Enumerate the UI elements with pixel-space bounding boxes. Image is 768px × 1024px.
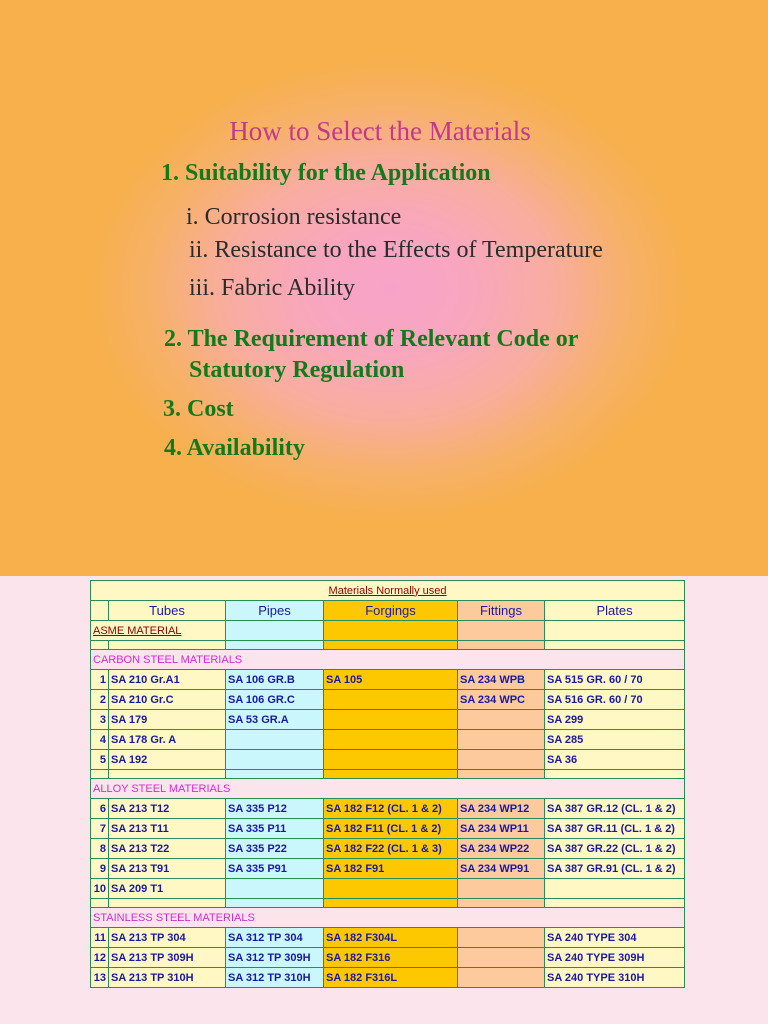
forgings-cell [324,879,458,899]
section-row [91,908,685,928]
header-pipes: Pipes [226,601,324,621]
table-row [91,968,685,988]
header-num-cell [91,601,109,621]
header-tubes: Tubes [109,601,226,621]
pipes-cell: SA 335 P12 [226,799,324,819]
empty-cell [545,770,685,779]
tubes-cell: SA 192 [109,750,226,770]
empty-cell [324,770,458,779]
tubes-cell: SA 213 T12 [109,799,226,819]
forgings-cell: SA 182 F12 (CL. 1 & 2) [324,799,458,819]
tubes-cell: SA 213 TP 309H [109,948,226,968]
item-availability: 4. Availability [164,435,305,461]
plates-cell: SA 387 GR.12 (CL. 1 & 2) [545,799,685,819]
row-number: 13 [91,968,109,988]
plates-cell: SA 299 [545,710,685,730]
row-number: 8 [91,839,109,859]
plates-cell: SA 515 GR. 60 / 70 [545,670,685,690]
tubes-cell: SA 213 T91 [109,859,226,879]
item-code-requirement-cont: Statutory Regulation [189,357,405,383]
empty-cell [91,641,109,650]
pipes-cell: SA 312 TP 304 [226,928,324,948]
section-label-carbon: CARBON STEEL MATERIALS [91,650,685,670]
forgings-cell: SA 182 F316L [324,968,458,988]
pipes-cell: SA 335 P22 [226,839,324,859]
row-number: 9 [91,859,109,879]
item-code-requirement: 2. The Requirement of Relevant Code or [164,326,579,352]
table-row [91,948,685,968]
asme-material-label: ASME MATERIAL [91,621,226,641]
tubes-cell: SA 210 Gr.C [109,690,226,710]
empty-cell [324,899,458,908]
item-cost: 3. Cost [163,396,234,422]
pipes-cell: SA 312 TP 309H [226,948,324,968]
spacer-row [91,899,685,908]
tubes-cell: SA 213 T11 [109,819,226,839]
table-row [91,710,685,730]
pipes-cell [226,750,324,770]
empty-cell [458,641,545,650]
forgings-cell [324,710,458,730]
item-suitability: 1. Suitability for the Application [161,160,491,186]
pipes-cell: SA 312 TP 310H [226,968,324,988]
row-number: 6 [91,799,109,819]
forgings-cell: SA 182 F91 [324,859,458,879]
empty-cell [226,770,324,779]
pipes-cell: SA 335 P11 [226,819,324,839]
row-number: 1 [91,670,109,690]
materials-table-area [0,576,768,1024]
plates-cell [545,879,685,899]
forgings-cell: SA 105 [324,670,458,690]
row-number: 2 [91,690,109,710]
fittings-cell: SA 234 WPC [458,690,545,710]
empty-cell [91,770,109,779]
empty-cell [545,641,685,650]
pipes-cell: SA 106 GR.B [226,670,324,690]
header-forgings: Forgings [324,601,458,621]
plates-cell: SA 285 [545,730,685,750]
empty-cell [109,770,226,779]
row-number: 5 [91,750,109,770]
section-label-stainless: STAINLESS STEEL MATERIALS [91,908,685,928]
header-plates: Plates [545,601,685,621]
plates-cell: SA 387 GR.91 (CL. 1 & 2) [545,859,685,879]
fittings-cell [458,968,545,988]
table-row [91,819,685,839]
forgings-cell [324,730,458,750]
table-row [91,670,685,690]
table-row [91,859,685,879]
plates-cell: SA 240 TYPE 310H [545,968,685,988]
table-title: Materials Normally used [91,581,685,601]
table-row [91,750,685,770]
fittings-cell [458,710,545,730]
tubes-cell: SA 178 Gr. A [109,730,226,750]
table-row [91,799,685,819]
header-fittings: Fittings [458,601,545,621]
forgings-cell [324,750,458,770]
plates-cell: SA 516 GR. 60 / 70 [545,690,685,710]
fittings-cell [458,928,545,948]
empty-cell [458,621,545,641]
forgings-cell: SA 182 F11 (CL. 1 & 2) [324,819,458,839]
empty-cell [226,899,324,908]
empty-cell [458,899,545,908]
pipes-cell [226,879,324,899]
sub-temperature: ii. Resistance to the Effects of Temperature [189,237,603,263]
tubes-cell: SA 209 T1 [109,879,226,899]
empty-cell [545,899,685,908]
fittings-cell: SA 234 WPB [458,670,545,690]
table-row [91,690,685,710]
fittings-cell: SA 234 WP11 [458,819,545,839]
plates-cell: SA 240 TYPE 304 [545,928,685,948]
pipes-cell: SA 106 GR.C [226,690,324,710]
empty-cell [226,641,324,650]
empty-cell [458,770,545,779]
empty-cell [226,621,324,641]
slide-title: How to Select the Materials [229,116,531,146]
row-number: 3 [91,710,109,730]
empty-cell [545,621,685,641]
row-number: 7 [91,819,109,839]
row-number: 11 [91,928,109,948]
tubes-cell: SA 213 T22 [109,839,226,859]
fittings-cell [458,948,545,968]
table-row [91,928,685,948]
forgings-cell: SA 182 F316 [324,948,458,968]
sub-fabric: iii. Fabric Ability [189,275,355,301]
row-number: 4 [91,730,109,750]
empty-cell [324,641,458,650]
plates-cell: SA 387 GR.11 (CL. 1 & 2) [545,819,685,839]
row-number: 10 [91,879,109,899]
plates-cell: SA 36 [545,750,685,770]
empty-cell [109,899,226,908]
empty-cell [324,621,458,641]
forgings-cell [324,690,458,710]
empty-cell [91,899,109,908]
section-row [91,650,685,670]
table-row [91,730,685,750]
tubes-cell: SA 210 Gr.A1 [109,670,226,690]
materials-table [90,580,685,988]
pipes-cell: SA 335 P91 [226,859,324,879]
forgings-cell: SA 182 F22 (CL. 1 & 3) [324,839,458,859]
pipes-cell [226,730,324,750]
plates-cell: SA 240 TYPE 309H [545,948,685,968]
tubes-cell: SA 213 TP 310H [109,968,226,988]
section-row [91,779,685,799]
fittings-cell: SA 234 WP22 [458,839,545,859]
spacer-row [91,641,685,650]
table-row [91,839,685,859]
fittings-cell: SA 234 WP12 [458,799,545,819]
sub-corrosion: i. Corrosion resistance [186,204,402,230]
plates-cell: SA 387 GR.22 (CL. 1 & 2) [545,839,685,859]
tubes-cell: SA 179 [109,710,226,730]
section-label-alloy: ALLOY STEEL MATERIALS [91,779,685,799]
fittings-cell [458,879,545,899]
empty-cell [109,641,226,650]
tubes-cell: SA 213 TP 304 [109,928,226,948]
fittings-cell [458,750,545,770]
fittings-cell: SA 234 WP91 [458,859,545,879]
pipes-cell: SA 53 GR.A [226,710,324,730]
forgings-cell: SA 182 F304L [324,928,458,948]
fittings-cell [458,730,545,750]
row-number: 12 [91,948,109,968]
spacer-row [91,770,685,779]
table-row [91,879,685,899]
